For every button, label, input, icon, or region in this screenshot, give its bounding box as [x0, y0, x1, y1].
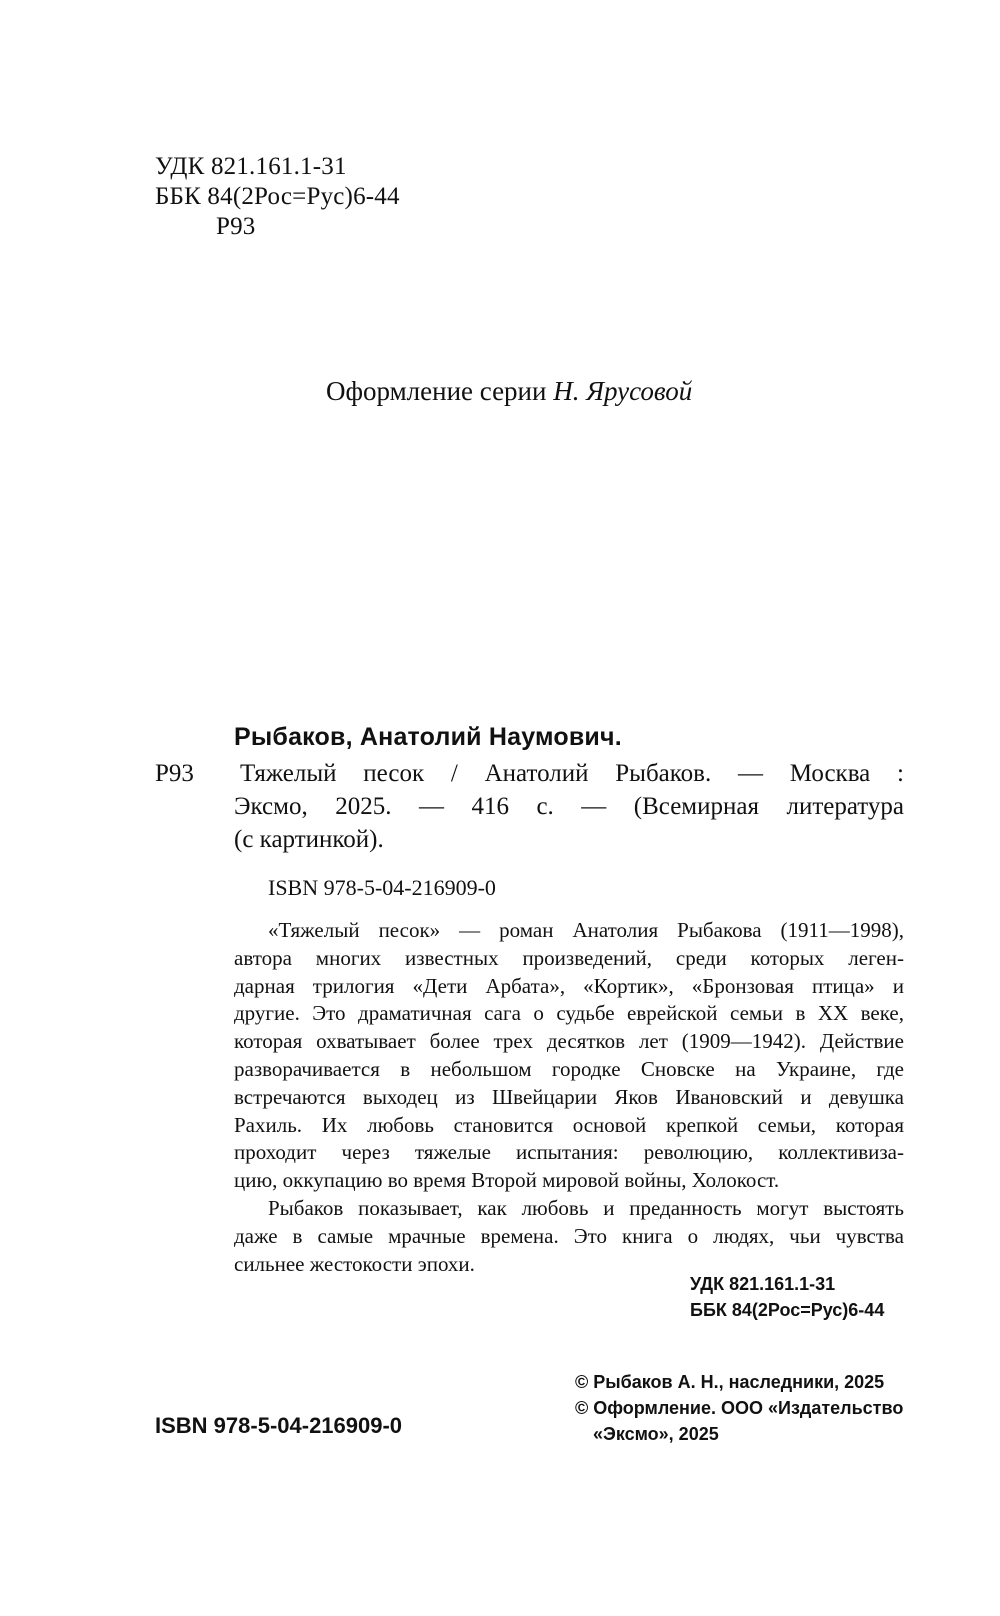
- annotation-line: сильнее жестокости эпохи.: [234, 1251, 475, 1276]
- bottom-bbk-code: ББК 84(2Рос=Рус)6-44: [690, 1300, 885, 1320]
- card-description-line: Эксмо, 2025. — 416 с. — (Всемирная литература: [234, 793, 904, 820]
- bottom-udk-code: УДК 821.161.1-31: [690, 1274, 836, 1294]
- annotation-line: которая охватывает более трех десятков лет (1909—1942). Действие: [234, 1029, 904, 1054]
- card-description-line: (с картинкой).: [234, 826, 384, 853]
- annotation-line: Рыбаков показывает, как любовь и преданность могут выстоять: [268, 1196, 904, 1220]
- annotation-line: другие. Это драматичная сага о судьбе еврейской семьи в XX веке,: [234, 1001, 904, 1026]
- annotation-line: Рахиль. Их любовь становится основой крепкой семьи, которая: [234, 1112, 904, 1137]
- annotation-line: проходит через тяжелые испытания: революцию, коллективиза-: [234, 1140, 904, 1165]
- annotation-line: цию, оккупацию во время Второй мировой войны, Холокост.: [234, 1168, 780, 1193]
- card-description-line: Тяжелый песок / Анатолий Рыбаков. — Москва :: [240, 760, 904, 787]
- top-udk-code: УДК 821.161.1-31: [155, 153, 347, 180]
- annotation-paragraph-2: [234, 1195, 904, 1278]
- top-bbk-code: ББК 84(2Рос=Рус)6-44: [155, 183, 400, 210]
- top-author-code: Р93: [216, 213, 256, 240]
- annotation-line: дарная трилогия «Дети Арбата», «Кортик», «Бронзовая птица» и: [234, 973, 904, 998]
- copyright-design-cont: «Эксмо», 2025: [593, 1424, 719, 1444]
- series-designer-name: Н. Ярусовой: [553, 376, 693, 406]
- card-isbn: ISBN 978-5-04-216909-0: [268, 875, 496, 900]
- annotation-line: «Тяжелый песок» — роман Анатолия Рыбакова (1911—1998),: [268, 918, 904, 942]
- annotation-line: встречаются выходец из Швейцарии Яков Ивановский и девушка: [234, 1084, 904, 1109]
- copyright-author: © Рыбаков А. Н., наследники, 2025: [575, 1372, 885, 1392]
- bottom-isbn: ISBN 978-5-04-216909-0: [155, 1413, 403, 1438]
- annotation-line: автора многих известных произведений, среди которых леген-: [234, 945, 904, 970]
- card-author-code: Р93: [155, 760, 194, 787]
- series-design-credit: [326, 376, 692, 407]
- annotation-paragraph-1: [234, 917, 904, 1195]
- annotation-line: даже в самые мрачные времена. Это книга о людях, чьи чувства: [234, 1223, 904, 1248]
- copyright-design: © Оформление. ООО «Издательство: [575, 1398, 904, 1418]
- card-author-heading: Рыбаков, Анатолий Наумович.: [234, 723, 622, 751]
- series-design-prefix: Оформление серии: [326, 376, 554, 406]
- annotation-line: разворачивается в небольшом городке Сновске на Украине, где: [234, 1056, 904, 1081]
